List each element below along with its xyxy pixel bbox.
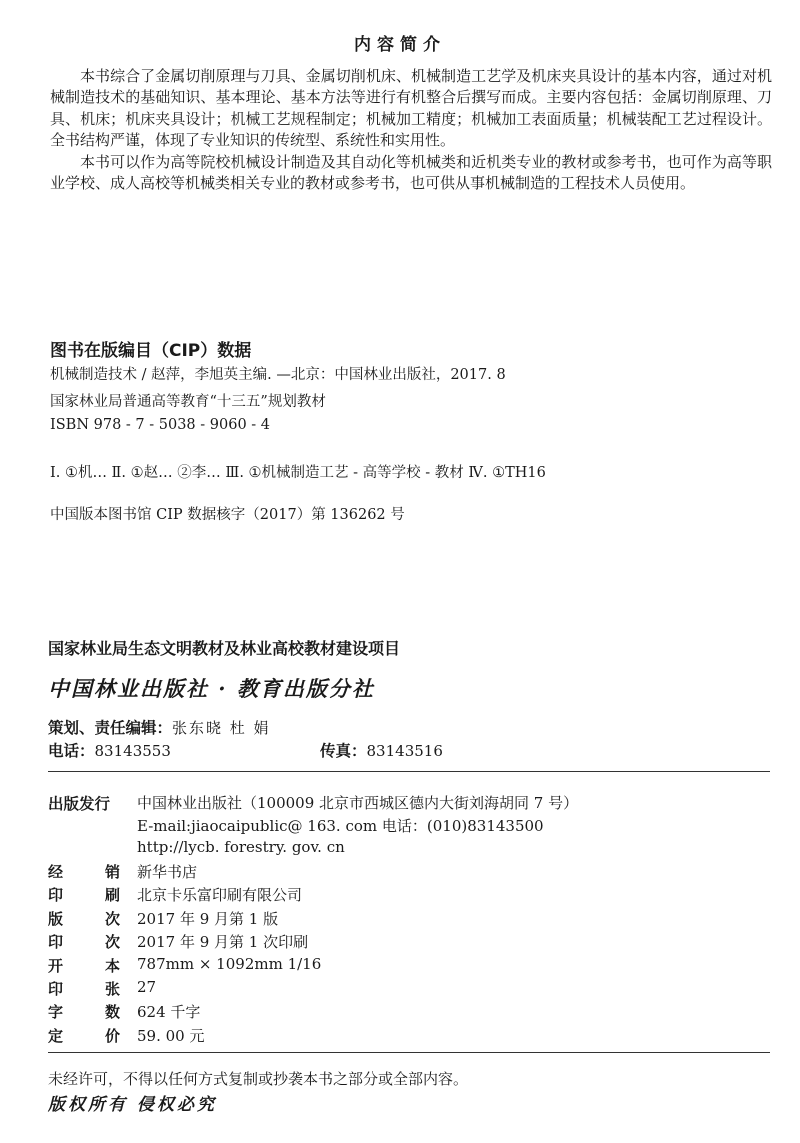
editors-names: 张东晓 杜 娟: [172, 719, 271, 737]
detail-label: 印 张: [48, 980, 120, 998]
detail-value: 2017 年 9 月第 1 次印刷: [137, 933, 309, 952]
publishing-website: http://lycb. forestry. gov. cn: [137, 838, 345, 856]
editors-row: [48, 716, 271, 738]
phone-row: [48, 739, 171, 761]
divider: [48, 1052, 770, 1053]
divider: [48, 771, 770, 772]
summary-body: [50, 66, 772, 194]
summary-paragraph: 本书可以作为高等院校机械设计制造及其自动化等机械类和近机类专业的教材或参考书，也可作为高等职业学校、成人高校等机械类相关专业的教材或参考书，也可供从事机械制造的工程技术人员使用。: [50, 152, 772, 193]
fax-label: 传真：: [320, 742, 367, 760]
detail-label: 经 销: [48, 863, 120, 881]
detail-value: 624 千字: [137, 1003, 201, 1022]
detail-label: 字 数: [48, 1003, 120, 1022]
summary-title: 内容简介: [354, 35, 446, 55]
detail-label: 印 次: [48, 933, 120, 952]
fax-value: 83143516: [366, 742, 443, 760]
detail-label: 开 本: [48, 956, 120, 975]
project-title: 国家林业局生态文明教材及林业高校教材建设项目: [48, 639, 401, 658]
phone-label: 电话：: [48, 742, 95, 760]
detail-label: 定 价: [48, 1026, 120, 1045]
cip-classification: Ⅰ. ①机… Ⅱ. ①赵… ②李… Ⅲ. ①机械制造工艺 - 高等学校 - 教材 Ⅳ. ①TH16: [50, 465, 546, 481]
copyright-notice: 未经许可，不得以任何方式复制或抄袭本书之部分或全部内容。: [48, 1070, 469, 1088]
detail-label: 印 刷: [48, 886, 120, 905]
detail-value: 2017 年 9 月第 1 版: [137, 909, 279, 928]
detail-value: 新华书店: [137, 863, 198, 881]
detail-value: 27: [137, 978, 157, 996]
detail-value: 787mm × 1092mm 1/16: [137, 954, 322, 973]
publishing-label: 出版发行: [48, 795, 111, 813]
detail-value: 59. 00 元: [137, 1026, 205, 1045]
rights-reserved: 版权所有 侵权必究: [48, 1095, 217, 1115]
cip-isbn: ISBN 978 - 7 - 5038 - 9060 - 4: [50, 417, 271, 433]
detail-label: 版 次: [48, 909, 120, 928]
editors-label: 策划、责任编辑：: [48, 719, 173, 737]
summary-paragraph: 本书综合了金属切削原理与刀具、金属切削机床、机械制造工艺学及机床夹具设计的基本内容，通过对机械制造技术的基础知识、基本理论、基本方法等进行有机整合后撰写而成。主要内容包括：金属切削原理、刀具、机床；机床夹具设计；机械工艺规程制定；机械加工精度；机械加工表面质量；机械装配工艺过程设计。全书结构严谨，体现了专业知识的传统型、系统性和实用性。: [50, 67, 772, 150]
phone-value: 83143553: [94, 742, 171, 760]
cip-title: 图书在版编目（CIP）数据: [50, 341, 252, 361]
fax-row: [320, 739, 443, 761]
cip-line: 机械制造技术 / 赵萍，李旭英主编. —北京：中国林业出版社，2017. 8: [50, 367, 506, 383]
cip-line: 国家林业局普通高等教育“十三五”规划教材: [50, 394, 326, 410]
cip-record-number: 中国版本图书馆 CIP 数据核字（2017）第 136262 号: [50, 507, 405, 523]
publishing-address: 中国林业出版社（100009 北京市西城区德内大街刘海胡同 7 号）: [137, 794, 579, 812]
publishing-email-phone: E-mail:jiaocaipublic@ 163. com 电话：(010)83143500: [137, 817, 544, 835]
publisher-banner: 中国林业出版社 · 教育出版分社: [48, 676, 375, 701]
detail-value: 北京卡乐富印刷有限公司: [137, 886, 303, 905]
